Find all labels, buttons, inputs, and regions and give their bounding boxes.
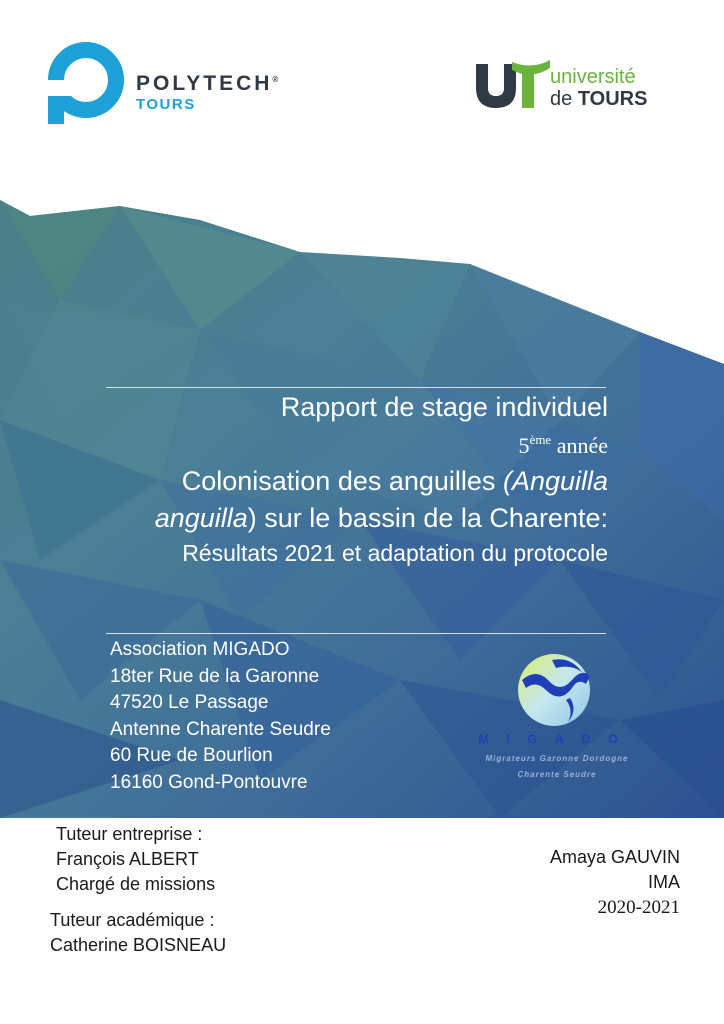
enterprise-tutor-label: Tuteur entreprise : — [56, 824, 203, 844]
universite-tours-logo — [472, 56, 682, 116]
report-title: Rapport de stage individuel — [280, 392, 608, 422]
subject-line-2: anguilla) sur le bassin de la Charente: — [154, 503, 608, 533]
polytech-subtitle: TOURS — [136, 96, 196, 113]
address-divider — [106, 633, 606, 634]
migado-tagline-2: Charente Seudre — [517, 770, 597, 779]
year-line: 5ème année — [518, 432, 608, 458]
student-name: Amaya GAUVIN — [549, 847, 680, 867]
address-line: 60 Rue de Bourlion — [110, 745, 273, 766]
address-line: 47520 Le Passage — [110, 692, 269, 713]
enterprise-tutor-role: Chargé de missions — [56, 874, 216, 894]
polytech-mark-icon — [44, 42, 124, 126]
polytech-logo — [44, 42, 324, 128]
migado-tagline-1: Migrateurs Garonne Dordogne — [485, 754, 629, 763]
subject-line-3: Résultats 2021 et adaptation du protocole — [182, 540, 608, 566]
address-line: Antenne Charente Seudre — [110, 718, 331, 740]
polytech-name: POLYTECH® — [136, 72, 279, 95]
student-department: IMA — [647, 872, 680, 892]
association-address — [110, 637, 331, 796]
academic-years: 2020-2021 — [597, 897, 680, 918]
migado-name: MIGADO — [478, 732, 636, 746]
migado-eel-icon — [512, 650, 596, 730]
ut-line-universite: université — [550, 66, 636, 88]
address-line: 16160 Gond-Pontouvre — [110, 771, 308, 793]
ut-line-tours: de TOURS — [550, 88, 648, 110]
subject-line-1: Colonisation des anguilles (Anguilla — [181, 466, 608, 496]
enterprise-tutor-name: François ALBERT — [56, 849, 199, 869]
address-line: Association MIGADO — [110, 639, 290, 660]
academic-tutor-label: Tuteur académique : — [50, 910, 215, 930]
title-divider — [106, 387, 606, 388]
migado-logo — [452, 648, 662, 788]
address-line: 18ter Rue de la Garonne — [110, 665, 320, 687]
ut-mark-icon — [472, 56, 552, 112]
academic-tutor-name: Catherine BOISNEAU — [50, 935, 227, 955]
